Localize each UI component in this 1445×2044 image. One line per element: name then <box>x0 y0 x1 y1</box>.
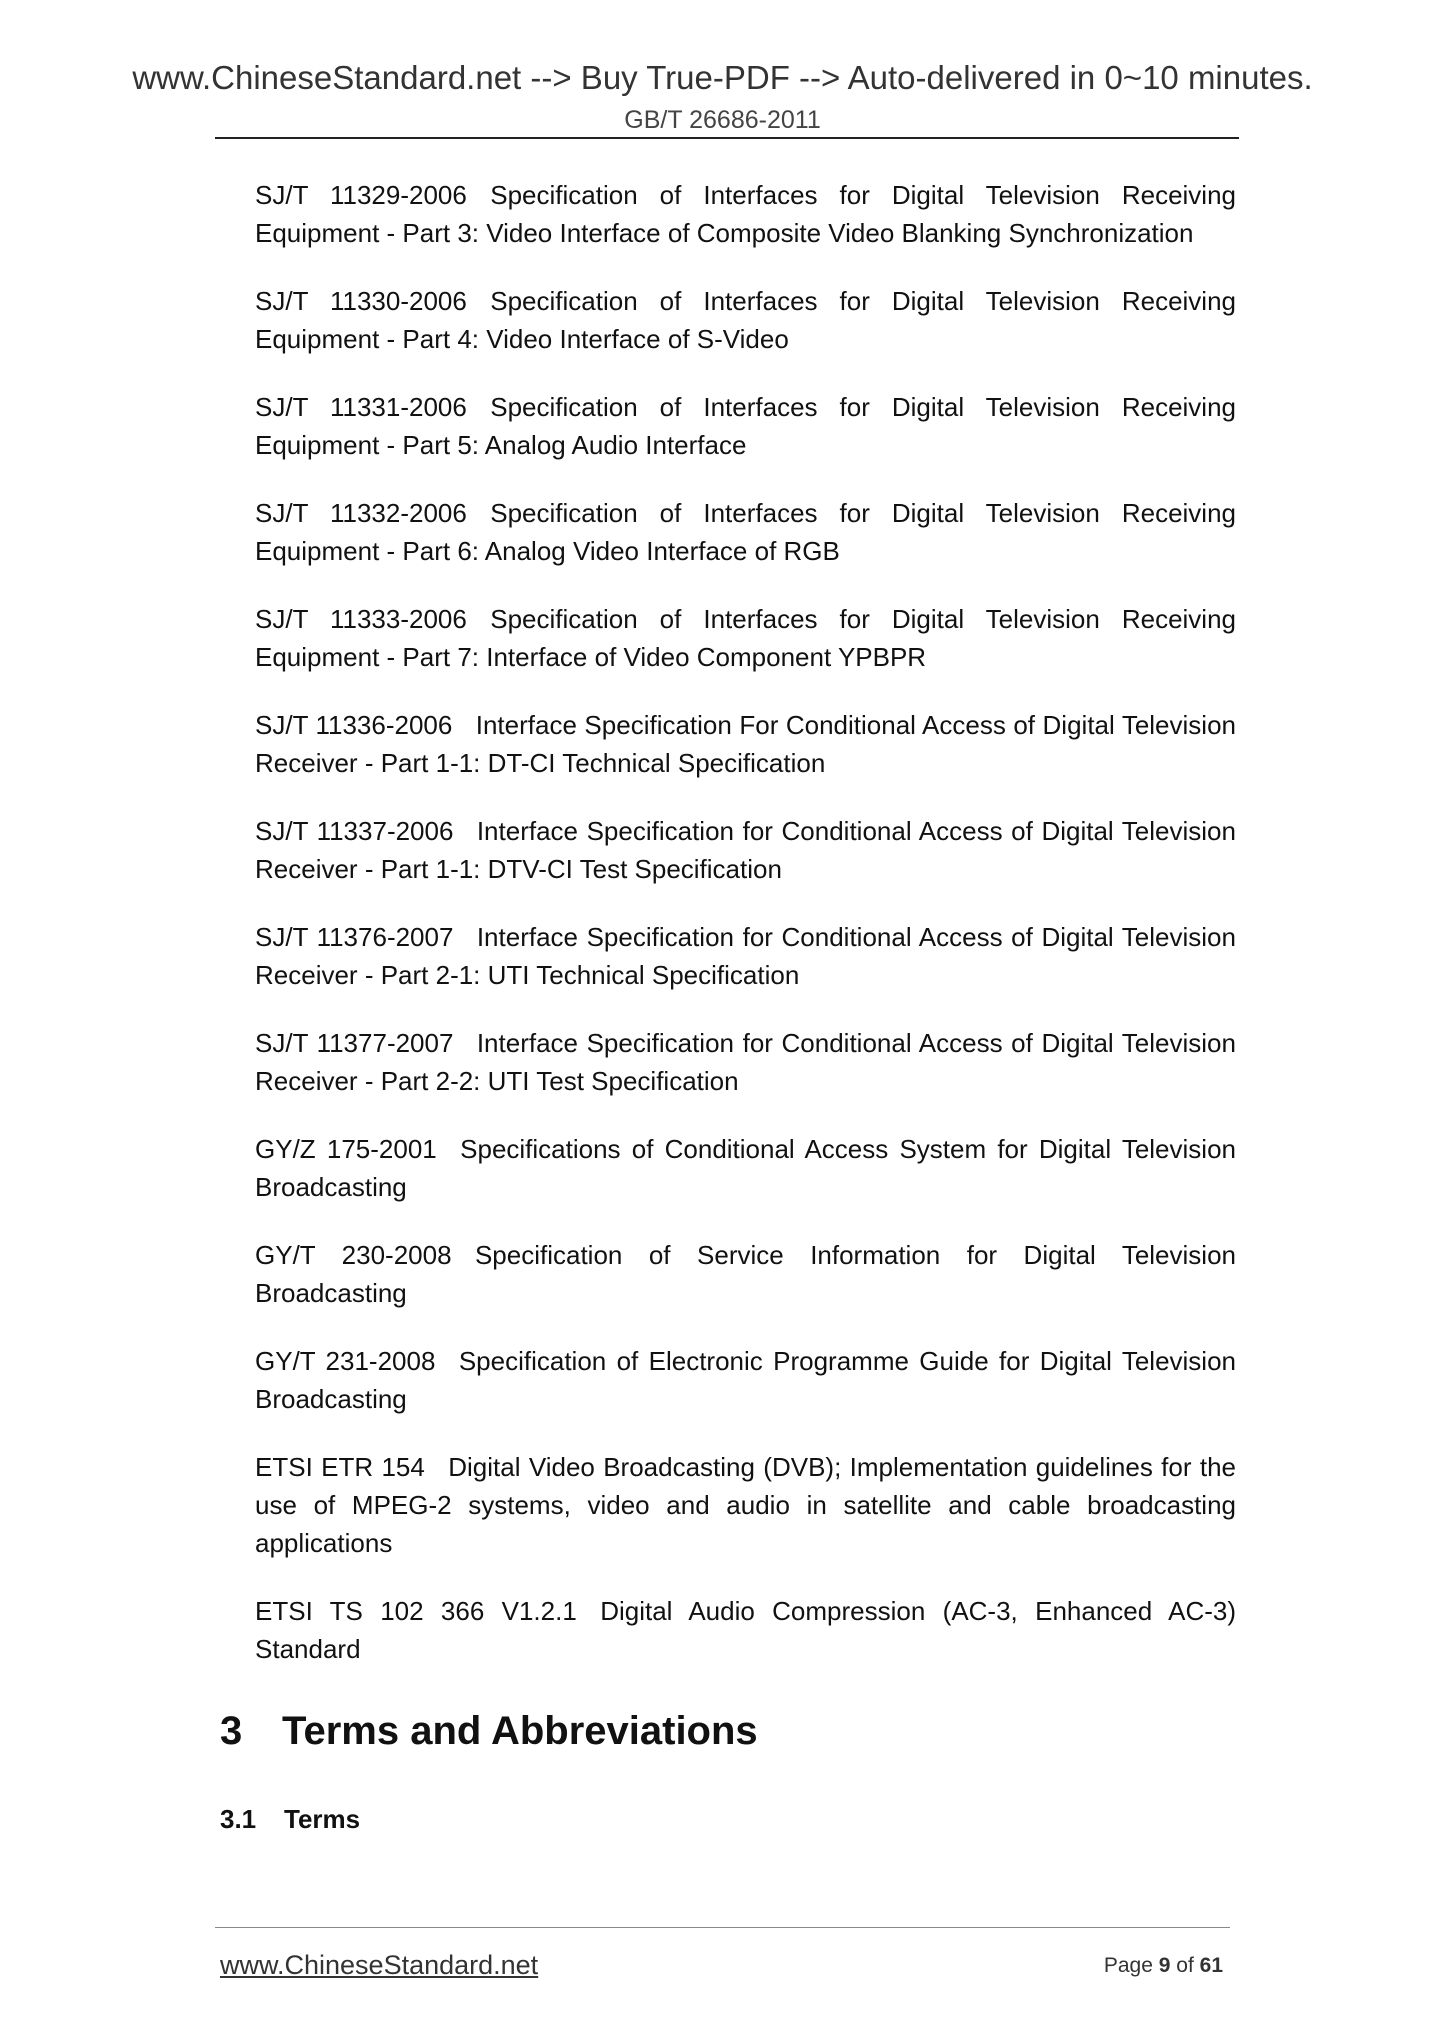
reference-code: SJ/T 11376-2007 <box>255 922 454 952</box>
reference-title: Specification of Interfaces for Digital Television Receiving Equipment - Part 7: Interface of Video Component YPBPR <box>255 604 1236 672</box>
subsection-number: 3.1 <box>220 1804 257 1834</box>
normative-references-list <box>255 176 1236 1698</box>
reference-code: SJ/T 11337-2006 <box>255 816 454 846</box>
reference-code: GY/T 231-2008 <box>255 1346 436 1376</box>
header-divider <box>215 137 1239 139</box>
section-heading <box>220 1706 758 1756</box>
reference-code: SJ/T 11332-2006 <box>255 498 467 528</box>
page-total: 61 <box>1199 1954 1223 1977</box>
reference-item <box>255 388 1236 464</box>
reference-title: Specification of Electronic Programme Guide for Digital Television Broadcasting <box>255 1346 1236 1414</box>
reference-item <box>255 282 1236 358</box>
header-banner-link[interactable]: www.ChineseStandard.net --> Buy True-PDF --> Auto-delivered in 0~10 minutes. <box>132 59 1313 96</box>
reference-code: SJ/T 11330-2006 <box>255 286 467 316</box>
reference-item <box>255 812 1236 888</box>
page-current: 9 <box>1158 1954 1171 1977</box>
reference-item <box>255 706 1236 782</box>
reference-item <box>255 494 1236 570</box>
reference-title: Specification of Interfaces for Digital Television Receiving Equipment - Part 6: Analog Video Interface of RGB <box>255 498 1236 566</box>
reference-item <box>255 1236 1236 1312</box>
reference-item <box>255 600 1236 676</box>
subsection-title: Terms <box>284 1804 361 1834</box>
reference-title: Digital Audio Compression (AC-3, Enhanced AC-3) Standard <box>255 1596 1236 1664</box>
page-indicator <box>1104 1952 1223 1980</box>
reference-code: SJ/T 11329-2006 <box>255 180 467 210</box>
reference-title: Specifications of Conditional Access System for Digital Television Broadcasting <box>255 1134 1236 1202</box>
footer-site-link[interactable]: www.ChineseStandard.net <box>220 1950 539 1980</box>
reference-title: Specification of Interfaces for Digital Television Receiving Equipment - Part 4: Video Interface of S-Video <box>255 286 1236 354</box>
reference-code: SJ/T 11333-2006 <box>255 604 467 634</box>
reference-title: Interface Specification for Conditional Access of Digital Television Receiver - Part 2-1: UTI Technical Specification <box>255 922 1236 990</box>
reference-title: Interface Specification for Conditional Access of Digital Television Receiver - Part 1-1: DTV-CI Test Specification <box>255 816 1236 884</box>
reference-code: GY/Z 175-2001 <box>255 1134 437 1164</box>
page-of: of <box>1170 1954 1200 1977</box>
reference-item <box>255 1592 1236 1668</box>
reference-title: Interface Specification for Conditional Access of Digital Television Receiver - Part 2-2: UTI Test Specification <box>255 1028 1236 1096</box>
reference-title: Specification of Interfaces for Digital Television Receiving Equipment - Part 5: Analog Audio Interface <box>255 392 1236 460</box>
reference-code: ETSI ETR 154 <box>255 1452 425 1482</box>
reference-item <box>255 1448 1236 1562</box>
standard-number: GB/T 26686-2011 <box>624 106 821 134</box>
reference-title: Specification of Service Information for Digital Television Broadcasting <box>255 1240 1236 1308</box>
reference-title: Digital Video Broadcasting (DVB); Implementation guidelines for the use of MPEG-2 systems, video and audio in satellite and cable broadcasting applications <box>255 1452 1237 1558</box>
page-prefix: Page <box>1103 1954 1159 1977</box>
reference-code: SJ/T 11331-2006 <box>255 392 467 422</box>
reference-code: ETSI TS 102 366 V1.2.1 <box>255 1596 577 1626</box>
reference-title: Interface Specification For Conditional Access of Digital Television Receiver - Part 1-1: DT-CI Technical Specification <box>255 710 1236 778</box>
footer-divider <box>215 1927 1230 1928</box>
reference-code: SJ/T 11377-2007 <box>255 1028 454 1058</box>
reference-item <box>255 176 1236 252</box>
reference-code: GY/T 230-2008 <box>255 1240 452 1270</box>
reference-item <box>255 918 1236 994</box>
reference-code: SJ/T 11336-2006 <box>255 710 453 740</box>
reference-title: Specification of Interfaces for Digital Television Receiving Equipment - Part 3: Video Interface of Composite Video Blanking Synchronization <box>255 180 1236 248</box>
reference-item <box>255 1130 1236 1206</box>
reference-item <box>255 1024 1236 1100</box>
reference-item <box>255 1342 1236 1418</box>
subsection-heading <box>220 1802 360 1836</box>
section-number: 3 <box>220 1709 243 1753</box>
section-title: Terms and Abbreviations <box>282 1709 758 1753</box>
